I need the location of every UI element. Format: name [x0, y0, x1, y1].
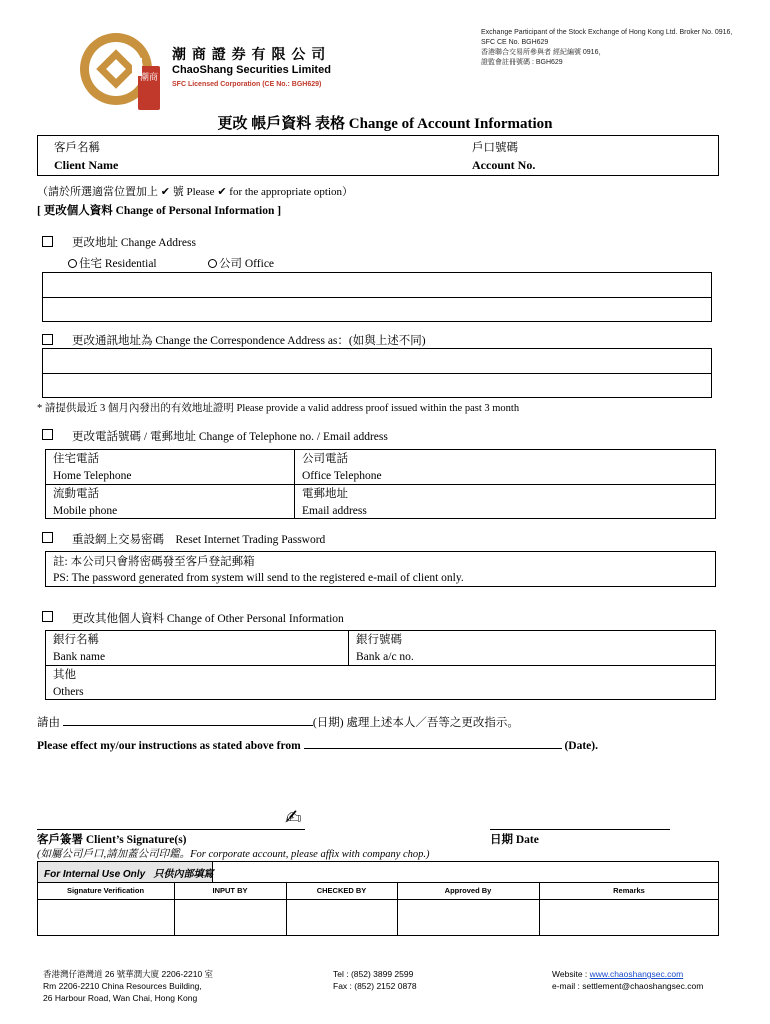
- internal-title-vline: [212, 861, 213, 882]
- effect-date-blank-en[interactable]: [304, 737, 562, 749]
- footer-address-line: Rm 2206-2210 China Resources Building,: [43, 981, 202, 991]
- exchange-line: Exchange Participant of the Stock Exchange of Hong Kong Ltd. Broker No. 0916,: [481, 29, 733, 36]
- change-address-label: 更改地址 Change Address: [72, 237, 196, 249]
- home-telephone-en: Home Telephone: [53, 470, 132, 482]
- mobile-phone-en: Mobile phone: [53, 505, 118, 517]
- office-radio[interactable]: [208, 259, 217, 268]
- exchange-line: 香港聯合交易所參與者 經紀編號 0916，: [481, 49, 606, 56]
- password-note-en: PS: The password generated from system will send to the registered e-mail of client only.: [53, 572, 464, 584]
- bank-account-field[interactable]: [356, 632, 414, 666]
- company-name-cn: 潮 商 證 券 有 限 公 司: [172, 46, 327, 62]
- email-address-cn: 電郵地址: [302, 488, 348, 500]
- mobile-phone-cn: 流動電話: [53, 488, 99, 500]
- footer-email: e-mail : settlement@chaoshangsec.com: [552, 981, 704, 991]
- client-signature-line[interactable]: [37, 829, 305, 830]
- correspondence-box-divider: [42, 373, 712, 374]
- form-title: [0, 112, 770, 133]
- pen-icon: ✍: [285, 807, 302, 829]
- effect-date-blank-cn[interactable]: [63, 714, 313, 726]
- office-telephone-en: Office Telephone: [302, 470, 382, 482]
- home-telephone-cn: 住宅電話: [53, 453, 99, 465]
- change-address-checkbox[interactable]: [42, 236, 53, 247]
- mobile-phone-field[interactable]: [53, 486, 117, 520]
- effect-line-cn: [37, 714, 519, 731]
- col-signature-verification: Signature Verification: [66, 886, 145, 895]
- internal-title-hline: [37, 882, 719, 883]
- other-info-vdivider: [348, 630, 349, 665]
- correspondence-label: 更改通訊地址為 Change the Correspondence Address as：(如與上述不同): [72, 335, 426, 347]
- effect-prefix-cn: 請由: [37, 717, 60, 729]
- reset-password-label: 重設網上交易密碼 Reset Internet Trading Password: [72, 534, 326, 546]
- footer-tel: Tel : (852) 3899 2599: [333, 969, 414, 979]
- home-telephone-field[interactable]: [53, 451, 132, 485]
- others-cn: 其他: [53, 669, 76, 681]
- other-info-label: 更改其他個人資料 Change of Other Personal Information: [72, 613, 344, 625]
- account-no-en[interactable]: Account No.: [472, 158, 536, 172]
- bank-account-en: Bank a/c no.: [356, 651, 414, 663]
- col-approved-by: Approved By: [444, 886, 492, 895]
- col-checked-by: CHECKED BY: [316, 886, 367, 895]
- address-proof-note: * 請提供最近 3 個月內發出的有效地址證明 Please provide a valid address proof issued within the past 3 month: [37, 403, 520, 414]
- footer-address-line: 26 Harbour Road, Wan Chai, Hong Kong: [43, 993, 198, 1003]
- client-name-cn: 客戶名稱: [54, 142, 100, 154]
- bank-name-field[interactable]: [53, 632, 105, 666]
- office-telephone-field[interactable]: [302, 451, 382, 485]
- exchange-line: 證監會註冊號碼 : BGH629: [481, 59, 563, 66]
- residential-radio[interactable]: [68, 259, 77, 268]
- other-info-checkbox[interactable]: [42, 611, 53, 622]
- exchange-info: [481, 28, 732, 68]
- bank-name-cn: 銀行名稱: [53, 634, 99, 646]
- reset-password-checkbox[interactable]: [42, 532, 53, 543]
- footer-address: [43, 968, 213, 1004]
- signature-date-label: 日期 Date: [490, 834, 539, 846]
- client-name-en[interactable]: Client Name: [54, 158, 119, 172]
- office-label: 公司 Office: [219, 258, 275, 270]
- residential-option[interactable]: [68, 257, 157, 272]
- logo-seal-text: 潮商: [140, 72, 159, 82]
- internal-header-hline: [37, 899, 719, 900]
- website-link[interactable]: www.chaoshangsec.com: [589, 969, 684, 979]
- telephone-table-vdivider: [294, 449, 295, 519]
- footer-web: [552, 968, 703, 992]
- others-en: Others: [53, 686, 84, 698]
- internal-use-title: For Internal Use Only 只供內部填寫: [44, 869, 214, 880]
- col-remarks: Remarks: [613, 886, 645, 895]
- exchange-line: SFC CE No. BGH629: [481, 39, 549, 46]
- website-label: Website :: [552, 969, 590, 979]
- footer-address-line: 香港灣仔港灣道 26 號華潤大廈 2206-2210 室: [43, 969, 214, 979]
- correspondence-checkbox[interactable]: [42, 334, 53, 345]
- password-note: [53, 554, 464, 586]
- email-address-en: Email address: [302, 505, 367, 517]
- instruction-text: （請於所選適當位置加上 ✔ 號 Please ✔ for the appropriate option）: [37, 186, 353, 198]
- account-no-cn: 戶口號碼: [472, 142, 518, 154]
- col-input-by: INPUT BY: [212, 886, 248, 895]
- effect-suffix-en: (Date).: [564, 740, 598, 752]
- telephone-checkbox[interactable]: [42, 429, 53, 440]
- password-note-cn: 註: 本公司只會將密碼發至客戶登記郵箱: [53, 556, 255, 568]
- company-name-en: ChaoShang Securities Limited: [172, 64, 331, 76]
- client-box: [37, 135, 719, 176]
- sfc-line: SFC Licensed Corporation (CE No.: BGH629): [172, 81, 322, 88]
- footer-contact: [333, 968, 417, 992]
- corporate-chop-note: (如屬公司戶口,請加蓋公司印鑑。For corporate account, please affix with company chop.): [37, 849, 430, 860]
- effect-prefix-en: Please effect my/our instructions as stated above from: [37, 740, 301, 752]
- residential-label: 住宅 Residential: [79, 258, 157, 270]
- footer-fax: Fax : (852) 2152 0878: [333, 981, 417, 991]
- others-field[interactable]: [53, 667, 84, 701]
- company-logo: [76, 28, 166, 110]
- office-telephone-cn: 公司電話: [302, 453, 348, 465]
- logo-emblem: [76, 28, 166, 110]
- office-option[interactable]: [208, 257, 274, 272]
- client-signature-label: 客戶簽署 Client’s Signature(s): [37, 834, 187, 846]
- title-en: Change of Account Information: [348, 116, 553, 132]
- effect-suffix-cn: (日期) 處理上述本人／吾等之更改指示。: [312, 717, 519, 729]
- email-address-field[interactable]: [302, 486, 367, 520]
- section-heading-personal: [ 更改個人資料 Change of Personal Information ]: [37, 205, 282, 217]
- bank-name-en: Bank name: [53, 651, 106, 663]
- bank-account-cn: 銀行號碼: [356, 634, 402, 646]
- title-cn: 更改 帳戶資料 表格: [217, 116, 345, 132]
- effect-line-en: [37, 737, 598, 754]
- date-signature-line[interactable]: [490, 829, 670, 830]
- telephone-label: 更改電話號碼 / 電郵地址 Change of Telephone no. / Email address: [72, 431, 388, 443]
- address-box-divider: [42, 297, 712, 298]
